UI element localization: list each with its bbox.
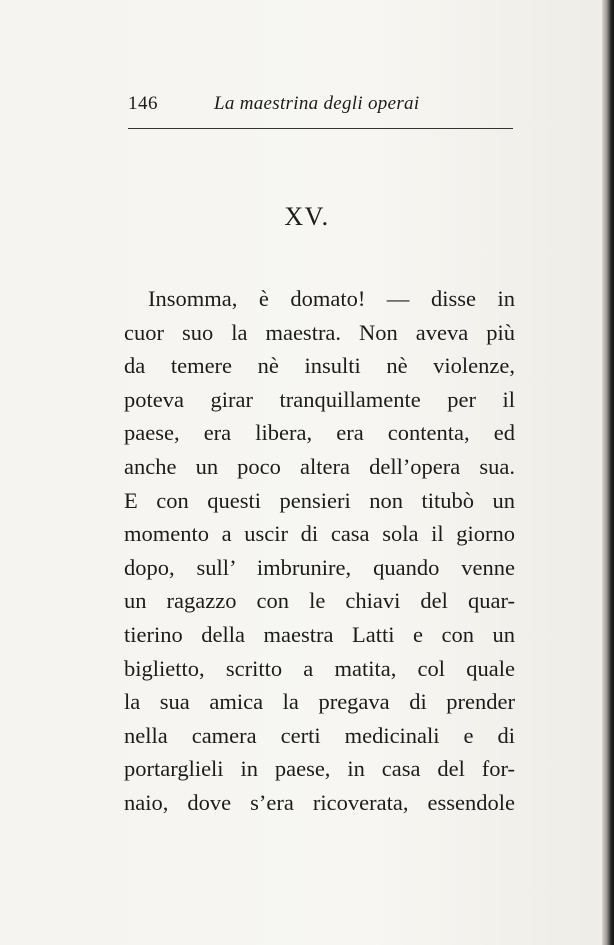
chapter-heading: XV. — [284, 202, 330, 231]
text-line: momento a uscir di casa sola il giorno — [124, 521, 515, 547]
body-text — [124, 282, 515, 820]
text-line: biglietto, scritto a matita, col quale — [124, 655, 515, 681]
text-line: cuor suo la maestra. Non aveva più — [124, 319, 515, 345]
text-line: E con questi pensieri non titubò un — [124, 487, 515, 513]
text-line: paese, era libera, era contenta, ed — [124, 420, 515, 446]
running-title: La maestrina degli operai — [214, 93, 420, 114]
page-number: 146 — [128, 93, 158, 114]
text-line: dopo, sull’ imbrunire, quando venne — [124, 554, 515, 580]
header-rule — [128, 128, 513, 129]
text-line: naio, dove s’era ricoverata, essendole — [124, 789, 515, 815]
text-line: portarglieli in paese, in casa del for- — [124, 756, 515, 782]
text-line: la sua amica la pregava di prender — [124, 689, 515, 715]
page-edge — [602, 0, 614, 945]
text-line: da temere nè insulti nè violenze, — [124, 353, 515, 379]
text-line: tierino della maestra Latti e con un — [124, 621, 515, 647]
text-line: poteva girar tranquillamente per il — [124, 386, 515, 412]
text-line: un ragazzo con le chiavi del quar- — [124, 588, 515, 614]
page-header — [128, 93, 513, 117]
text-line: Insomma, è domato! — disse in — [148, 286, 515, 311]
text-line: nella camera certi medicinali e di — [124, 722, 515, 748]
text-line: anche un poco altera dell’opera sua. — [124, 453, 515, 479]
